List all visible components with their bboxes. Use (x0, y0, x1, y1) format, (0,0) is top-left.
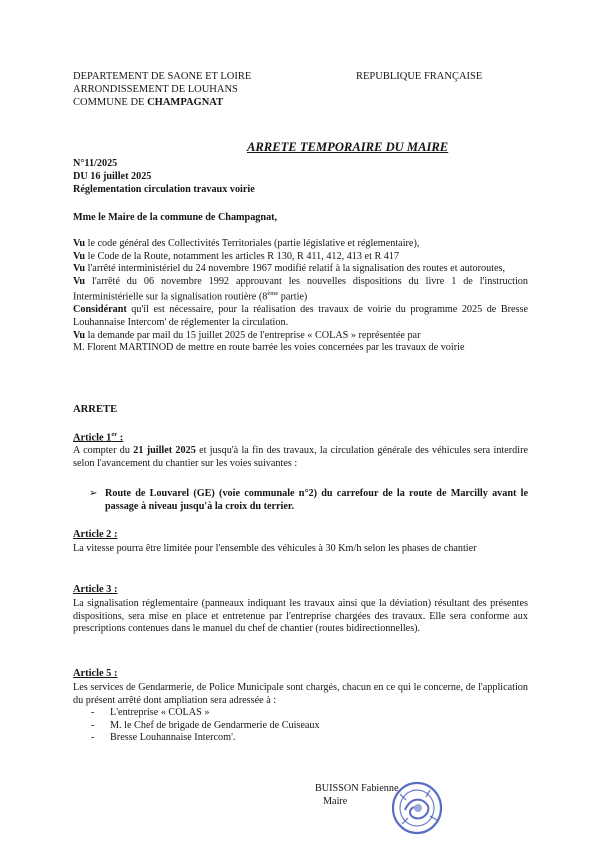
article-1-title-sup: er (111, 431, 118, 438)
visa-5-text: la demande par mail du 15 juillet 2025 de l'entreprise « COLAS » représentée par (85, 329, 421, 341)
article-5-text (73, 682, 528, 745)
arrondissement-line: ARRONDISSEMENT DE LOUHANS (73, 84, 238, 95)
distribution-item: - M. le Chef de brigade de Gendarmerie de Cuiseaux (91, 720, 528, 733)
arrete-heading: ARRETE (73, 404, 118, 415)
visa-3 (73, 263, 528, 276)
distribution-list (91, 707, 528, 745)
document-title: ARRETE TEMPORAIRE DU MAIRE (247, 140, 449, 154)
visa-4-sup: ème (267, 290, 279, 298)
article-2-title: Article 2 : (73, 529, 118, 540)
article-5-title: Article 5 : (73, 668, 118, 679)
distribution-item: - Bresse Louhannaise Intercom'. (91, 732, 528, 745)
commune-line (73, 96, 223, 109)
considerant-text: qu'il est nécessaire, pour la réalisation des travaux de voirie du programme 2025 de Bresse Louhannaise Intercom' de réglementer la circulation. (73, 304, 528, 328)
visa-4 (73, 276, 528, 305)
considerant (73, 304, 528, 329)
article-1-title-text: Article 1 (73, 432, 112, 444)
visa-5-continuation: M. Florent MARTINOD de mettre en route barrée les voies concernées par les travaux de voirie (73, 342, 465, 354)
signatory-name: BUISSON Fabienne (315, 783, 399, 794)
article-5-paragraph: Les services de Gendarmerie, de Police Municipale sont chargés, chacun en ce qui le concerne, de l'application du présent arrêté dont ampliation sera adressée à : (73, 682, 528, 706)
visa-1-label: Vu (73, 238, 86, 249)
distribution-item: - L'entreprise « COLAS » (91, 707, 528, 720)
article-2-text: La vitesse pourra être limitée pour l'ensemble des véhicules à 30 Km/h selon les phases de chantier (73, 543, 477, 554)
signatory-role: Maire (323, 796, 348, 807)
article-1-text-a: A compter du (73, 445, 134, 456)
visa-2-text: le Code de la Route, notamment les articles R 130, R 411, 412, 413 et R 417 (85, 250, 400, 262)
article-3-title: Article 3 : (73, 584, 118, 595)
visa-2-label: Vu (73, 250, 86, 262)
mayor-intro: Mme le Maire de la commune de Champagnat, (73, 212, 278, 223)
article-1-title-end: : (117, 432, 124, 444)
article-1-text (73, 445, 528, 470)
arrete-subject: Réglementation circulation travaux voirie (73, 184, 255, 195)
commune-name: CHAMPAGNAT (147, 97, 224, 108)
article-1-text-b: et jusqu'à la fin des travaux, la circulation générale des véhicules sera interdire selon l'avancement du chantier sur les voies suivantes : (73, 445, 528, 469)
arrete-date: DU 16 juillet 2025 (73, 171, 152, 182)
arrow-bullet-icon: ➢ (89, 488, 98, 499)
visa-5-label: Vu (73, 329, 86, 341)
department-line: DEPARTEMENT DE SAONE ET LOIRE (73, 71, 252, 82)
visa-4-text: l'arrêté du 06 novembre 1992 approuvant les nouvelles dispositions du livre 1 de l'instruction Interministérielle sur la signalisation routière (8 (73, 275, 528, 303)
article-1-date: 21 juillet 2025 (133, 445, 196, 456)
visa-1-text: le code général des Collectivités Territoriales (partie législative et réglementaire), (85, 238, 420, 249)
considerant-label: Considérant (73, 304, 127, 316)
visa-2 (73, 251, 528, 264)
commune-prefix: COMMUNE DE (73, 97, 148, 108)
republique-line: REPUBLIQUE FRANÇAISE (356, 71, 483, 82)
visa-5 (73, 330, 528, 343)
article-1-title (73, 431, 123, 443)
visa-3-text: l'arrêté interministériel du 24 novembre 1967 modifié relatif à la signalisation des routes et autoroutes, (85, 263, 506, 275)
visa-4-end: partie) (278, 291, 308, 303)
article-3-text: La signalisation réglementaire (panneaux indiquant les travaux ainsi que la déviation) résultant des présentes dispositions, sera mise en place et entretenue par l'entreprise chargées des travaux. Elle sera conforme aux prescriptions contenues dans le manuel du chef de chantier (routes bidirectionnelles). (73, 598, 528, 635)
article-1-road-item: Route de Louvarel (GE) (voie communale n°2) du carrefour de la route de Marcilly avant le passage à niveau jusqu'à la croix du terrier. (105, 488, 528, 512)
arrete-number: N°11/2025 (73, 158, 118, 169)
visa-1 (73, 238, 528, 251)
visa-4-label: Vu (73, 275, 86, 287)
considerants-block (73, 238, 528, 355)
visa-3-label: Vu (73, 263, 86, 275)
